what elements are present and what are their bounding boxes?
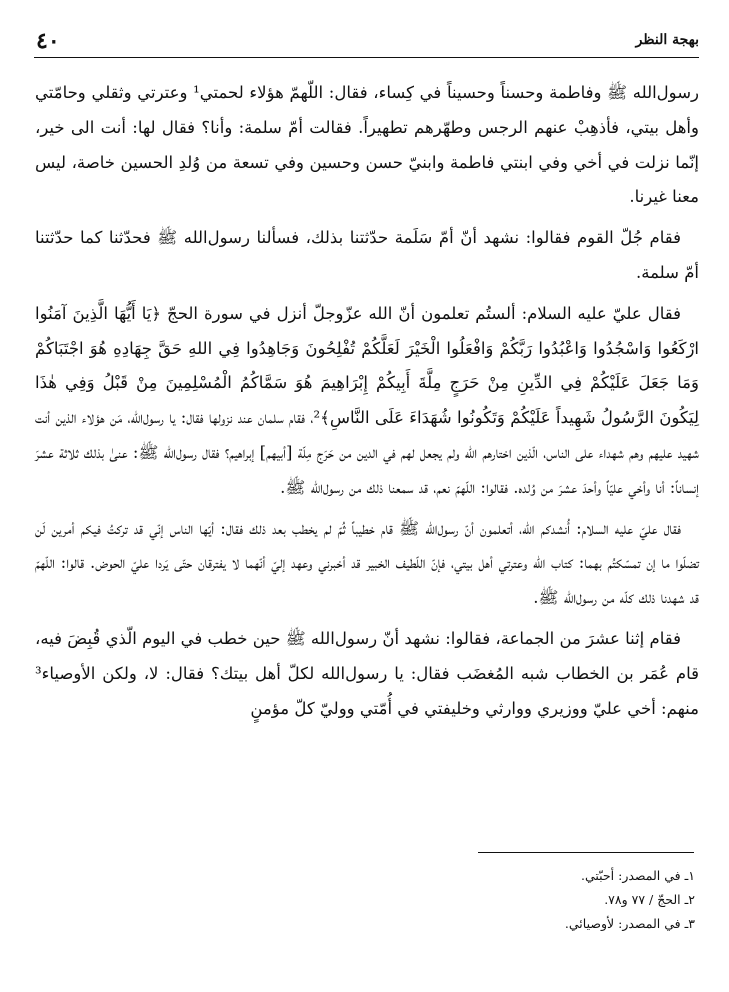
paragraph: رسول‌الله ﷺ وفاطمة وحسناً وحسيناً في كِساء، فقال: اللّهمّ هؤلاء لحمتي¹ وعترتي وثقلي وحامّتي وأهل بيتي، فأذهِبْ عنهم الرجس وطهّرهم تطهيراً. فقالت أمّ سلمة: وأنا؟ فقال لها: أنت الى خير، إنّما نزلت في أخي وفي ابنتي فاطمة وابنيّ حسن وحسين وفي تسعة من وُلدِ الحسين خاصة، ليس معنا غيرنا. <box>35 83 699 207</box>
paragraph: فقال عليّ عليه السلام: أُنشدكم الله، أتعلمون أنّ رسول‌الله ﷺ قام خطيباً ثُمّ لم يخطب بعد ذلك فقال: أيّها الناس إنّي قد تركتُ فيكم أمرين لَن تضلّوا ما إن تمسّكتُم بهما: كتاب الله وعترتي أهل بيتي، فإنّ اللّطيف الخبير قد أخبرني وعهد إليّ أنّهما لا يفترقان حتّى يَردا عليّ الحوض. قالوا: اللّهمّ قد شهدنا ذلك كلّه من رسول‌الله ﷺ. <box>35 518 699 608</box>
footnote-divider <box>478 852 694 853</box>
paragraph: فقال عليّ عليه السلام: ألستُم تعلمون أنّ الله عزّوجلّ أنزل في سورة الحجّ ﴿يَا أَيُّهَا الَّذِينَ آمَنُوا ارْكَعُوا وَاسْجُدُوا وَاعْبُدُوا رَبَّكُمْ وَافْعَلُوا الْخَيْرَ لَعَلَّكُمْ تُفْلِحُونَ وَجَاهِدُوا فِي اللهِ حَقَّ جِهَادِهِ هُوَ اجْتَبَاكُمْ وَمَا جَعَلَ عَلَيْكُمْ فِي الدِّينِ مِنْ حَرَجٍ مِلَّةَ أَبِيكُمْ إِبْرَاهِيمَ هُوَ سَمَّاكُمُ الْمُسْلِمِينَ مِنْ قَبْلُ وَفِي هٰذَا لِيَكُونَ الرَّسُولُ شَهِيداً عَلَيْكُمْ وَتَكُونُوا شُهَدَاءَ عَلَى النَّاسِ﴾²، فقام سلمان عند نزولها فقال: يا رسول‌الله، مَن هؤلاء الذين أنت شهيد عليهم وهم شهداء على الناس، الّذين اختارهم الله ولم يجعل لهم في الدين من حَرَج مِلّة [أبيهم] إبراهيم؟ فقال رسول‌الله ﷺ: عنىٰ بذلك ثلاثة عشرَ إنساناً: أنا وأخي عليّاً وأحدَ عشرَ من وُلده. فقالوا: اللّهمّ نعم، قد سمعنا ذلك من رسول‌الله ﷺ. <box>35 303 699 497</box>
page-header <box>30 28 699 58</box>
footnote: ١ـ في المصدر: أحبّتي. <box>581 868 695 883</box>
header-divider <box>34 57 699 58</box>
running-title: بهجة النظر <box>635 32 699 48</box>
footnote: ٢ـ الحجّ / ٧٧ و٧٨. <box>604 892 695 907</box>
paragraph: فقام جُلّ القوم فقالوا: نشهد أنّ أمّ سَلَمة حدّثتنا بذلك، فسألنا رسول‌الله ﷺ فحدّثنا كما حدّثتنا أمّ سلمة. <box>35 228 699 282</box>
footnote: ٣ـ في المصدر: لأوصيائي. <box>564 916 695 931</box>
footnotes <box>435 864 695 936</box>
paragraph: فقام إثنا عشرَ من الجماعة، فقالوا: نشهد أنّ رسول‌الله ﷺ حين خطب في اليوم الّذي قُبِضَ فيه، قام عُمَر بن الخطاب شبه المُغضَب فقال: يا رسول‌الله لكلّ أهل بيتك؟ فقال: لا، ولكن الأوصياء³ منهم: أخي عليّ ووزيري ووارثي وخليفتي في أُمّتي ووليّ كلّ مؤمنٍ <box>35 628 699 718</box>
page-number: ٤٠ <box>36 28 60 54</box>
page-body <box>35 76 699 732</box>
